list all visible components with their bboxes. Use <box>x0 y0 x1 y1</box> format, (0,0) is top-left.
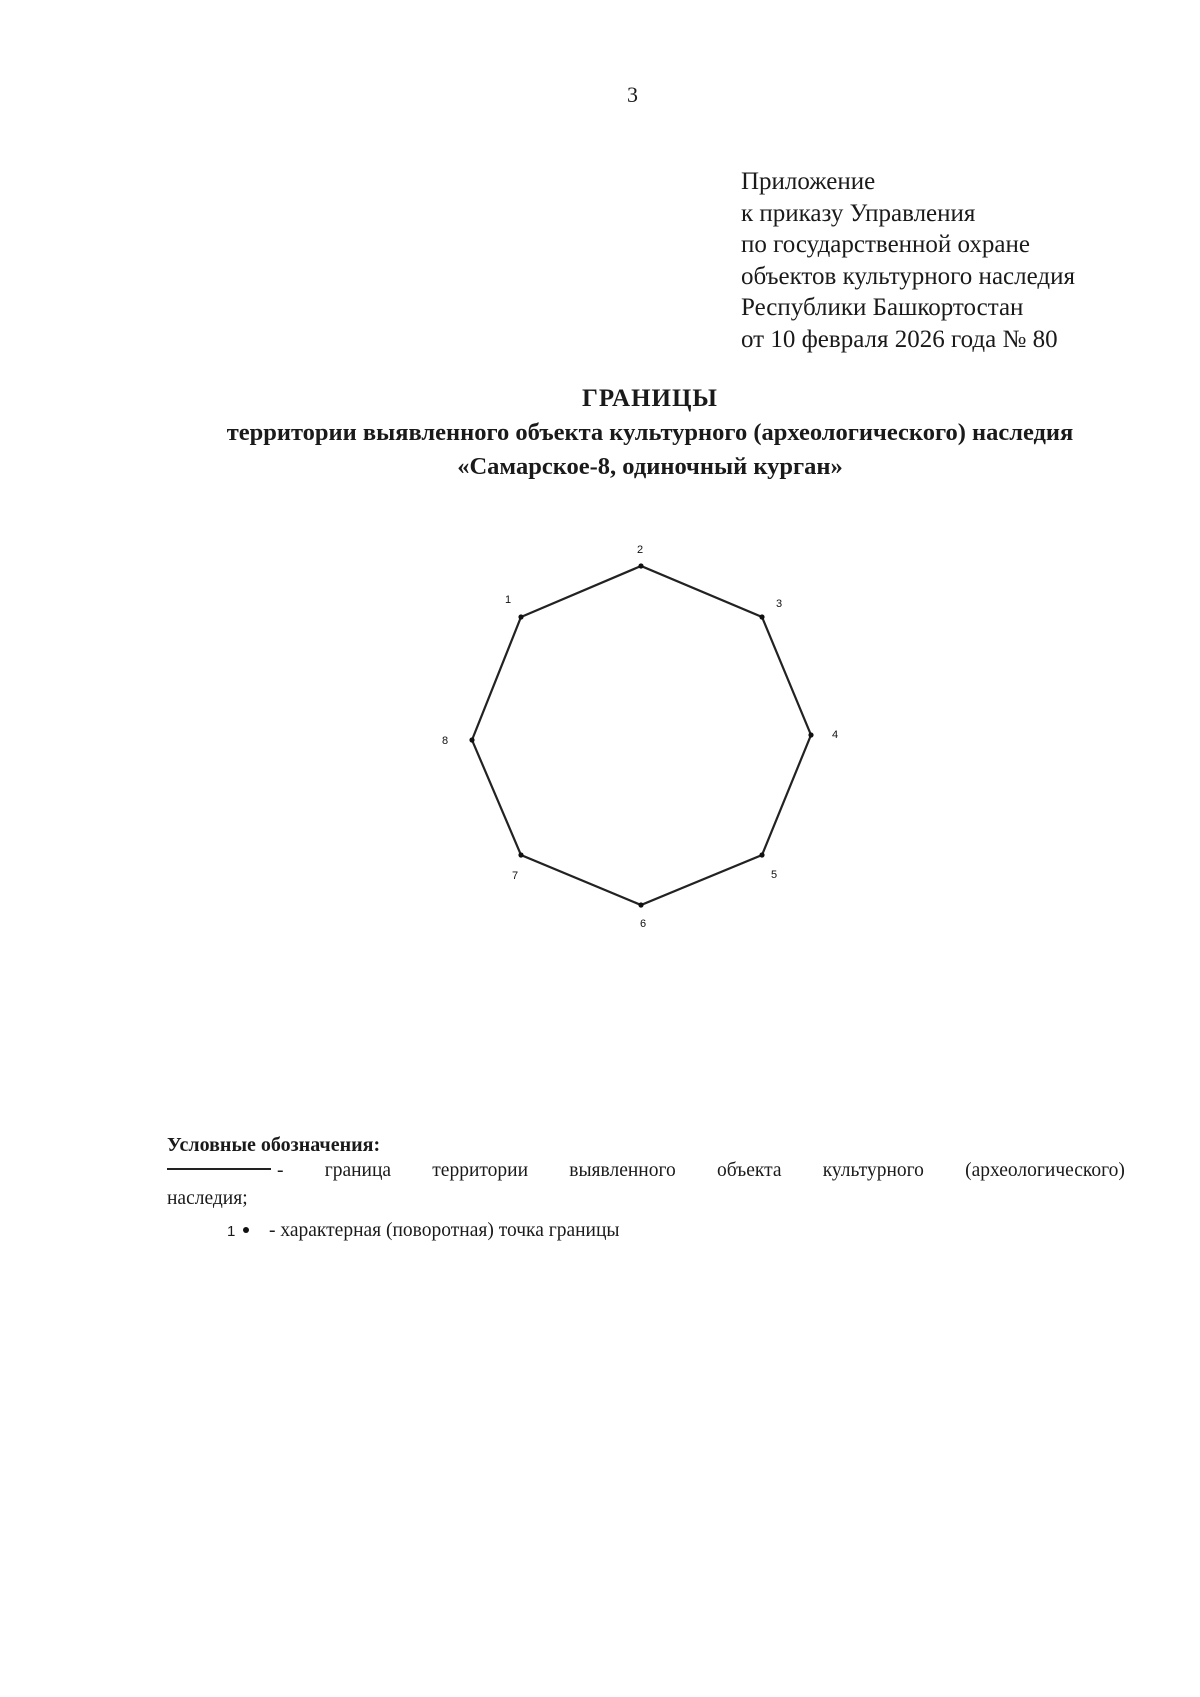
title-main: ГРАНИЦЫ <box>582 385 718 412</box>
point-label-3: 3 <box>775 598 783 610</box>
boundary-point <box>759 614 764 619</box>
appendix-line: объектов культурного наследия <box>741 262 1075 290</box>
boundary-point <box>518 852 523 857</box>
boundary-point <box>638 563 643 568</box>
legend-word: культурного <box>822 1160 924 1181</box>
appendix-line: Приложение <box>741 168 876 195</box>
appendix-line: от 10 февраля 2026 года № 80 <box>741 325 1058 353</box>
legend-point-symbol <box>227 1219 269 1245</box>
point-label-2: 2 <box>636 544 644 556</box>
page-number: 3 <box>627 82 638 107</box>
appendix-line: к приказу Управления <box>741 199 976 227</box>
legend-heading: Условные обозначения: <box>167 1134 381 1156</box>
legend-word: граница <box>324 1160 392 1181</box>
legend-line-swatch <box>167 1168 271 1170</box>
boundary-point <box>518 614 523 619</box>
point-label-5: 5 <box>770 869 778 881</box>
title-object-name: «Самарское-8, одиночный курган» <box>457 453 843 480</box>
legend-boundary-lead <box>167 1158 284 1184</box>
point-label-1: 1 <box>504 594 512 606</box>
legend-word: (археологического) <box>965 1160 1125 1181</box>
boundary-point <box>638 902 643 907</box>
point-label-8: 8 <box>441 735 449 747</box>
point-label-4: 4 <box>831 729 839 741</box>
point-label-7: 7 <box>511 870 519 882</box>
legend <box>167 1132 1125 1245</box>
legend-word: объекта <box>716 1160 782 1181</box>
legend-point-row <box>167 1218 1125 1245</box>
legend-word: выявленного <box>569 1160 676 1181</box>
appendix-line: Республики Башкортостан <box>741 294 1024 321</box>
legend-word: территории <box>432 1160 529 1181</box>
legend-boundary-continuation: наследия; <box>167 1188 248 1209</box>
legend-point-label: 1 <box>227 1223 236 1240</box>
legend-point-description: - характерная (поворотная) точка границы <box>269 1220 620 1241</box>
legend-boundary-row <box>167 1158 1125 1184</box>
boundary-point <box>808 732 813 737</box>
boundary-point <box>469 737 474 742</box>
legend-word: - <box>277 1160 284 1181</box>
boundary-point <box>759 852 764 857</box>
appendix-line: по государственной охране <box>741 231 1031 258</box>
point-dot-icon <box>243 1227 249 1233</box>
title-subtitle: территории выявленного объекта культурного (археологического) наследия <box>226 419 1074 446</box>
point-label-6: 6 <box>639 918 647 930</box>
